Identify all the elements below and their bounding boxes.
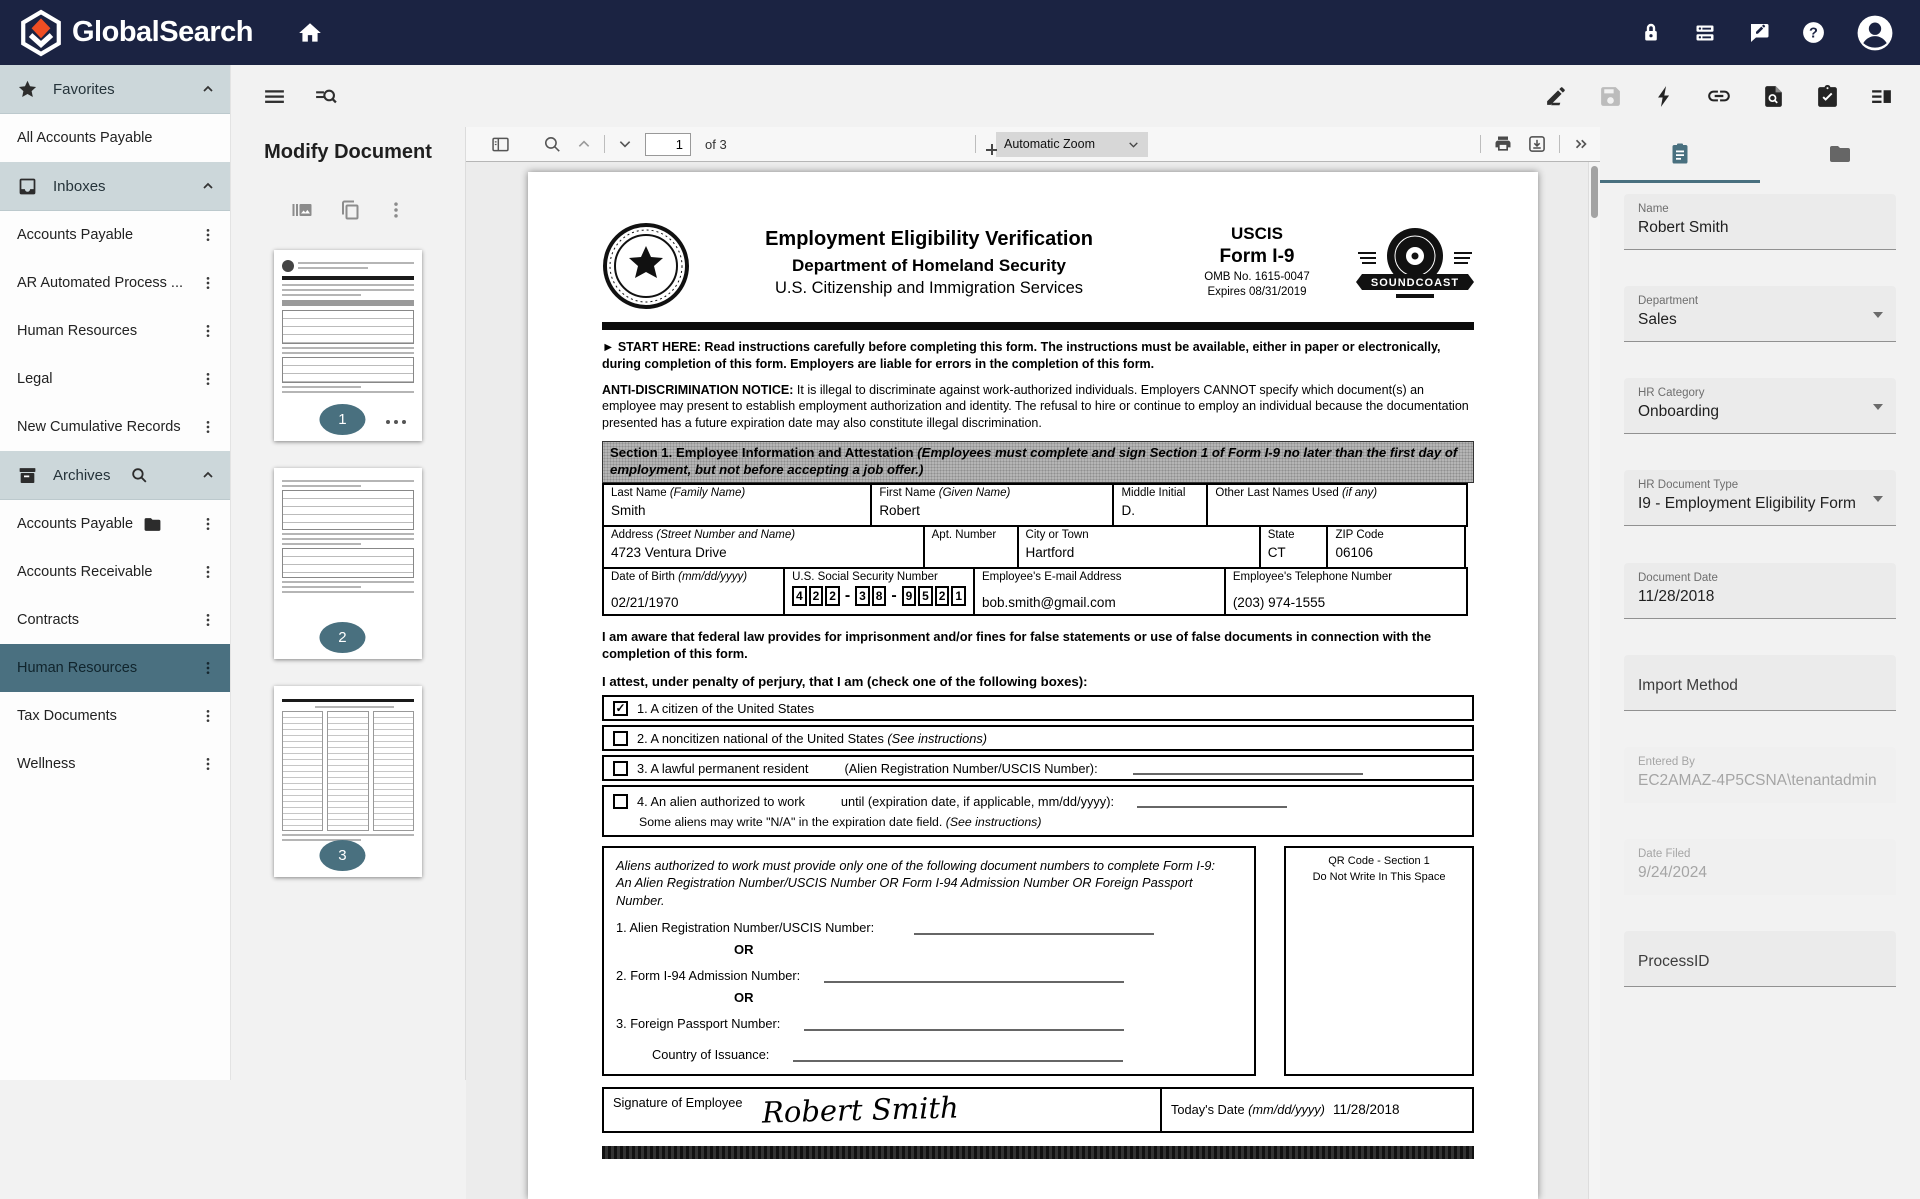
top-navigation-bar (0, 0, 1920, 65)
globalsearch-logo (20, 10, 253, 56)
feedback-icon[interactable] (1747, 21, 1771, 45)
star-icon (17, 79, 38, 100)
page-number-badge: 1 (319, 404, 365, 435)
item-menu-icon[interactable] (196, 607, 220, 633)
queue-icon[interactable] (1693, 21, 1717, 45)
sidebar-item-archive-accounts-payable[interactable]: Accounts Payable (0, 500, 230, 548)
print-icon[interactable] (1491, 132, 1515, 156)
item-menu-icon[interactable] (196, 270, 220, 296)
sidebar-item-human-resources-inbox[interactable]: Human Resources (0, 307, 230, 355)
sidebar-item-tax-documents[interactable]: Tax Documents (0, 692, 230, 740)
tab-folders[interactable] (1760, 127, 1920, 180)
link-icon[interactable] (1706, 83, 1732, 109)
start-here-paragraph: ► START HERE: Read instructions carefully before completing this form. The instructions must be available, either in paper or electronically, during completion of this form. Employers are liable for errors in the completion of this form. (602, 340, 1441, 371)
sidebar-item-accounts-receivable[interactable]: Accounts Receivable (0, 548, 230, 596)
field-last-name: Last Name (Family Name) Smith (602, 483, 872, 527)
field-apt-number: Apt. Number (923, 525, 1019, 569)
checkbox-unchecked (613, 731, 628, 746)
checkbox-checked: ✓ (613, 701, 628, 716)
page-thumbnail-2[interactable] (274, 468, 422, 659)
sidebar-item-ar-automated-process[interactable]: AR Automated Process ... (0, 259, 230, 307)
checkbox-noncitizen-national: 2. A noncitizen national of the United States (See instructions) (602, 725, 1474, 751)
svg-text:?: ? (1809, 25, 1818, 42)
field-date-filed: Date Filed 9/24/2024 (1624, 839, 1896, 895)
item-menu-icon[interactable] (196, 655, 220, 681)
inbox-icon (17, 176, 38, 197)
pdf-vertical-scrollbar[interactable] (1588, 162, 1600, 1199)
item-menu-icon[interactable] (196, 414, 220, 440)
account-icon[interactable] (1856, 14, 1894, 52)
checkbox-unchecked (613, 794, 628, 809)
field-department[interactable]: Department Sales (1624, 286, 1896, 342)
sidebar-item-new-cumulative-records[interactable]: New Cumulative Records (0, 403, 230, 451)
section-label: Favorites (53, 80, 115, 98)
next-page-icon[interactable] (615, 134, 635, 154)
alien-document-numbers-box: Aliens authorized to work must provide only one of the following document numbers to complete Form I-9: An Alien Registration Number/USCIS Number OR Form I-94 Admission Number OR Foreign Passport Number. 1. Alien Registration Number/USCIS Number: OR 2. Form I-94 Admission Number: OR 3. Foreign Passport Number: Country of Issuance: (602, 846, 1256, 1076)
checkbox-permanent-resident: 3. A lawful permanent resident (Alien Registration Number/USCIS Number): (602, 755, 1474, 781)
signature-row: Signature of Employee Robert Smith Today's Date (mm/dd/yyyy) 11/28/2018 (602, 1087, 1474, 1133)
chevron-up-icon (200, 81, 216, 97)
thumbnail-preview (282, 477, 414, 637)
help-icon[interactable] (1801, 20, 1826, 45)
tasks-clipboard-icon[interactable] (1815, 84, 1840, 109)
attestation-paragraph: I am aware that federal law provides for imprisonment and/or fines for false statements or use of false documents in connection with the completion of this form. (602, 629, 1432, 662)
panel-title: Modify Document (264, 141, 432, 163)
download-icon[interactable] (1525, 132, 1549, 156)
svg-text:SOUNDCOAST: SOUNDCOAST (1370, 277, 1460, 289)
thumbnail-preview (282, 259, 414, 419)
field-city: City or Town Hartford (1017, 525, 1261, 569)
page-count-label: of 3 (705, 136, 727, 152)
employee-signature: Robert Smith (762, 1090, 960, 1130)
qr-code-box: QR Code - Section 1 Do Not Write In This Space (1284, 846, 1474, 1076)
page-thumbnails-icon[interactable] (290, 198, 314, 222)
chevron-up-icon (200, 178, 216, 194)
chevron-down-icon (1873, 312, 1883, 318)
sidebar-item-human-resources-archive[interactable]: Human Resources (0, 644, 230, 692)
page-number-badge: 3 (319, 840, 365, 871)
field-other-last-names: Other Last Names Used (if any) (1206, 483, 1468, 527)
folder-icon (1828, 142, 1852, 166)
field-address: Address (Street Number and Name) 4723 Ventura Drive (602, 525, 925, 569)
home-icon[interactable] (297, 20, 323, 46)
document-page: Employment Eligibility Verification Department of Homeland Security U.S. Citizenship and Immigration Services USCIS Form I-9 OMB No. 1615-0047 Expires 08/31/2019 SOUNDCOAST ► START HERE: Read instructions carefully before completing this form. The instructions must be available, either in paper or electronically, during completion of this form. Employers are liable for errors in the completion of this form. ANTI-DISCRIMINATION NOTICE: It is illegal to discriminate against work-authorized individuals. Employers CANNOT specify which document(s) an employee may present to establish employment authorization and identity. The refusal to hire or continue to employ an individual because the documentation presented has a future expiration date may also constitute illegal discrimination. Section 1. Employee Information and Attestation (Employees must complete and sign Section 1 of Form I-9 no later than the first day of employment, but not before accepting a job offer.) Last Name (Family Name) Smith First Name (Given Name) Robert Middle Initial D. Other Last Names Used (if any) Address (Street Number and Name) 4723 Ventura Drive Apt. Number City or Town Hartford State CT ZIP Code 06106 Date of Birth (mm/dd/yyyy) 02/21/1970 U.S. Social Security Number 4 2 2 - 3 8 - 9 5 2 1 Employee's E-mail Address bob.smith@gmail.com Employee's Telephone Number (203) 974-1555 I am aware that federal law provides for imprisonment and/or fines for false statements or use of false documents in connection with the completion of this form. I attest, under penalty of perjury, that I am (check one of the following boxes): ✓ 1. A citizen of the United States 2. A noncitizen national of the United States (See instructions) 3. A lawful permanent resident (Alien Registration Number/USCIS Number): 4. An alien authorized to work until (expiration date, if applicable, mm/dd/yyyy): Some aliens may write "N/A" in the expiration date field. (See instructions) Aliens authorized to work must provide only one of the following document numbers to complete Form I-9: An Alien Registration Number/USCIS Number OR Form I-94 Admission Number OR Foreign Passport Number. 1. Alien Registration Number/USCIS Number: OR 2. Form I-94 Admission Number: OR 3. Foreign Passport Number: Country of Issuance: QR Code - Section 1 Do Not Write In This Space Signature of Employee Robert Smith Today's Date (mm/dd/yyyy) 11/28/2018 (528, 172, 1538, 1199)
chevron-up-icon (200, 467, 216, 483)
anti-discrimination-paragraph: ANTI-DISCRIMINATION NOTICE: It is illegal to discriminate against work-authorized individuals. Employers CANNOT specify which document(s) an employee may present to establish employment authorization and identity. The refusal to hire or continue to employ an individual because the documentation presented has a future expiration date may also constitute illegal discrimination. (602, 382, 1469, 430)
globalsearch-hexagon-icon (20, 10, 62, 56)
divider-bar (602, 322, 1474, 330)
chevron-down-icon (1127, 138, 1140, 151)
field-hr-document-type[interactable]: HR Document Type I9 - Employment Eligibility Form (1624, 470, 1896, 526)
zoom-out-icon[interactable] (963, 142, 967, 146)
thumbnail-preview (282, 695, 414, 855)
section-label: Inboxes (53, 177, 106, 195)
more-tools-icon[interactable] (1570, 133, 1592, 155)
sidebar-item-wellness[interactable]: Wellness (0, 740, 230, 788)
item-menu-icon[interactable] (196, 751, 220, 777)
item-menu-icon[interactable] (196, 366, 220, 392)
item-menu-icon[interactable] (196, 318, 220, 344)
archive-icon (17, 465, 38, 486)
content-toolbar (231, 65, 1920, 127)
document-search-icon[interactable] (1761, 84, 1786, 109)
page-thumbnail-1[interactable] (274, 250, 422, 441)
form-row-name (602, 483, 1474, 527)
page-thumbnail-list (274, 250, 422, 877)
field-name[interactable]: Name Robert Smith (1624, 194, 1896, 250)
search-results-icon[interactable] (313, 84, 338, 109)
section2-header-partial (602, 1146, 1474, 1159)
field-dob: Date of Birth (mm/dd/yyyy) 02/21/1970 (602, 567, 785, 616)
sidebar-item-legal[interactable]: Legal (0, 355, 230, 403)
company-logo (1356, 222, 1474, 314)
sidebar-section-archives[interactable] (0, 451, 230, 500)
page-options-dots[interactable] (386, 420, 406, 424)
attest-instruction: I attest, under penalty of perjury, that I am (check one of the following boxes): (602, 674, 1088, 690)
field-document-date[interactable]: Document Date 11/28/2018 (1624, 563, 1896, 619)
modify-document-panel (231, 127, 465, 1080)
section1-header: Section 1. Employee Information and Attestation (Employees must complete and sign Section 1 of Form I-9 no later than the first day of employment, but not before accepting a job offer.) (602, 441, 1474, 483)
actions-bolt-icon[interactable] (1652, 84, 1677, 109)
field-email: Employee's E-mail Address bob.smith@gmail.com (973, 567, 1226, 616)
layout-panel-icon[interactable] (1869, 84, 1894, 109)
sidebar-item-contracts[interactable]: Contracts (0, 596, 230, 644)
field-first-name: First Name (Given Name) Robert (870, 483, 1114, 527)
page-number-input[interactable] (645, 133, 691, 156)
folder-icon (143, 515, 162, 534)
scrollbar-thumb[interactable] (1591, 166, 1598, 218)
annotate-icon[interactable] (1544, 84, 1569, 109)
field-ssn: U.S. Social Security Number 4 2 2 - 3 8 - 9 5 2 1 (783, 567, 975, 616)
copy-pages-icon[interactable] (338, 198, 362, 222)
form-title: Employment Eligibility Verification (765, 228, 1093, 250)
item-menu-icon[interactable] (196, 703, 220, 729)
lock-icon[interactable] (1639, 21, 1663, 45)
field-zip: ZIP Code 06106 (1326, 525, 1466, 569)
brand-name: GlobalSearch (72, 16, 253, 48)
archives-search-icon[interactable] (130, 466, 149, 485)
index-fields-panel (1600, 127, 1920, 1080)
field-hr-category[interactable]: HR Category Onboarding (1624, 378, 1896, 434)
sidebar-item-all-accounts-payable[interactable]: All Accounts Payable (17, 130, 153, 146)
clipboard-icon (1668, 142, 1692, 166)
sidebar-section-inboxes[interactable] (0, 162, 230, 211)
sidebar-item-accounts-payable[interactable]: Accounts Payable (0, 211, 230, 259)
more-icon[interactable] (386, 198, 406, 222)
sidebar-toggle-icon[interactable] (488, 132, 513, 157)
form-row-dob-ssn (602, 569, 1474, 616)
page-number-badge: 2 (319, 622, 365, 653)
save-icon[interactable] (1598, 84, 1623, 109)
page-thumbnail-3[interactable] (274, 686, 422, 877)
item-menu-icon[interactable] (196, 511, 220, 537)
chevron-down-icon (1873, 496, 1883, 502)
dhs-seal (602, 222, 690, 310)
pdf-canvas (466, 162, 1600, 1199)
item-menu-icon[interactable] (196, 559, 220, 585)
pdf-viewer (465, 127, 1600, 1130)
zoom-in-icon[interactable] (984, 142, 988, 146)
field-entered-by: Entered By EC2AMAZ-4P5CSNA\tenantadmin (1624, 747, 1896, 803)
field-process-id[interactable]: ProcessID (1624, 931, 1896, 987)
field-state: State CT (1259, 525, 1329, 569)
search-icon[interactable] (541, 133, 564, 156)
zoom-level-select[interactable]: Automatic Zoom (996, 132, 1148, 157)
field-phone: Employee's Telephone Number (203) 974-1555 (1224, 567, 1468, 616)
checkbox-citizen: ✓ 1. A citizen of the United States (602, 695, 1474, 721)
form-row-address (602, 527, 1474, 569)
section-label: Archives (53, 466, 111, 484)
navigation-sidebar (0, 65, 231, 1080)
field-import-method[interactable]: Import Method (1624, 655, 1896, 711)
chevron-down-icon (1873, 404, 1883, 410)
menu-hamburger-icon[interactable] (262, 84, 287, 109)
checkbox-alien-authorized: 4. An alien authorized to work until (expiration date, if applicable, mm/dd/yyyy): Some aliens may write "N/A" in the expiration date field. (See instructions) (602, 785, 1474, 837)
form-number: Form I-9 (1219, 246, 1295, 267)
pdf-toolbar (466, 127, 1600, 162)
prev-page-icon[interactable] (574, 134, 594, 154)
todays-date-value: 11/28/2018 (1332, 1102, 1400, 1118)
tab-index-fields[interactable] (1600, 127, 1760, 180)
item-menu-icon[interactable] (196, 222, 220, 248)
sidebar-section-favorites[interactable] (0, 65, 230, 114)
checkbox-unchecked (613, 761, 628, 776)
field-middle-initial: Middle Initial D. (1112, 483, 1208, 527)
